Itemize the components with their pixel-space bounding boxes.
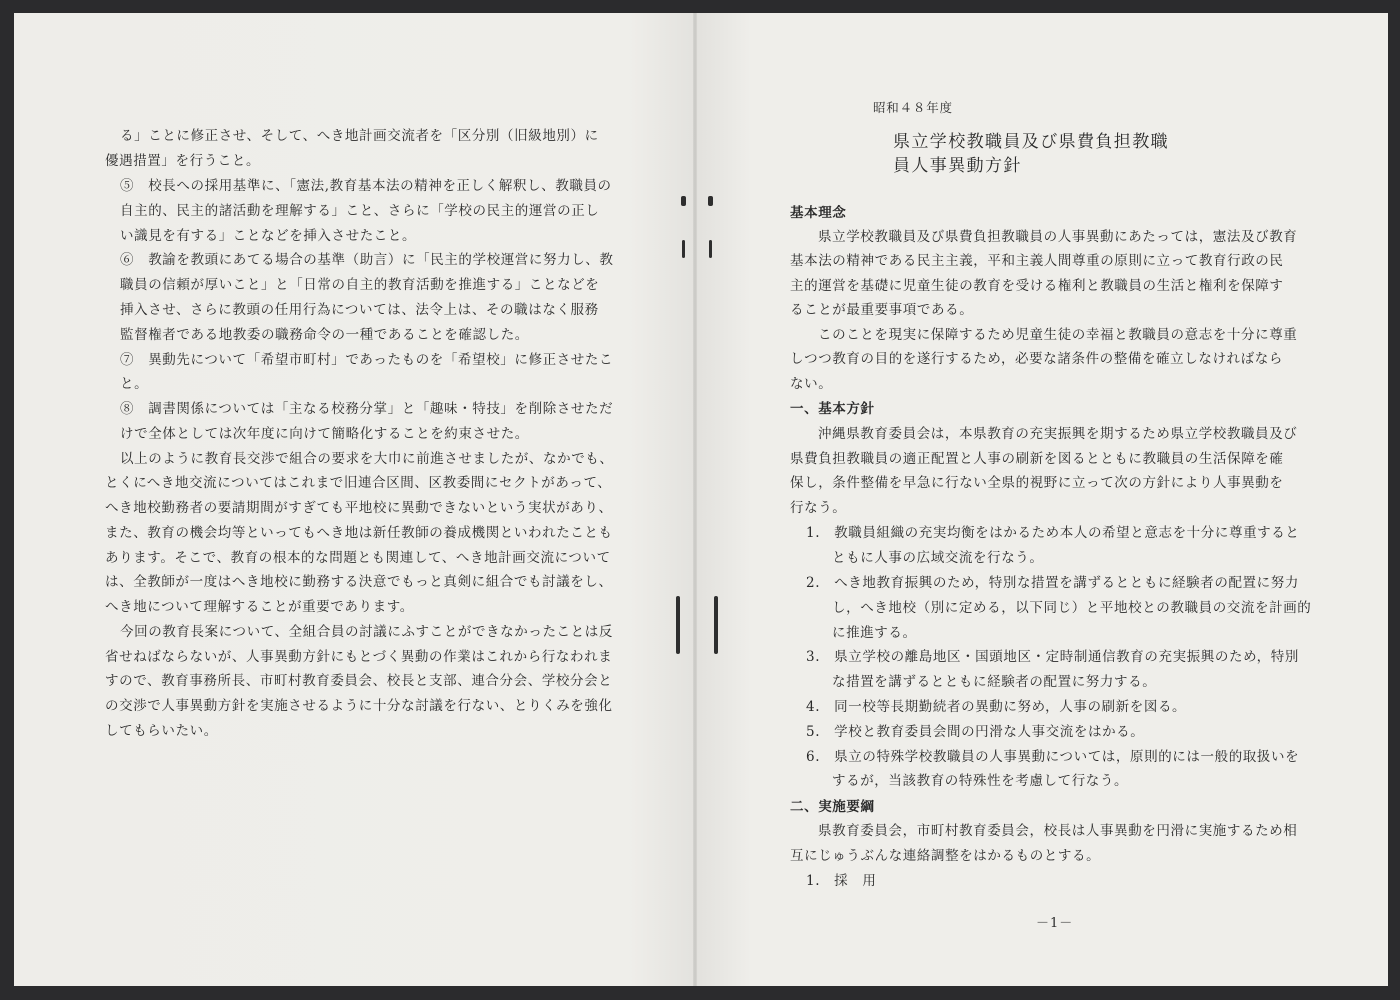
- text-line: 主的運営を基礎に児童生徒の教育を受ける権利と教職員の生活と権利を保障す: [790, 278, 1284, 294]
- text-line: あります。そこで、教育の根本的な問題とも関連して、へき地計画交流について: [105, 550, 611, 566]
- bleed-through-text: [280, 104, 443, 123]
- list-item: 3. 県立学校の離島地区・国頭地区・定時制通信教育の充実振興のため，特別: [806, 649, 1299, 665]
- list-item: な措置を講ずるとともに経験者の配置に努力する。: [832, 674, 1157, 690]
- list-item: ともに人事の広域交流を行なう。: [832, 550, 1044, 566]
- text-line: 自主的、民主的諸活動を理解する」こと、さらに「学校の民主的運営の正し: [120, 203, 600, 219]
- text-line: とくにへき地交流についてはこれまで旧連合区間、区教委間にセクトがあって、: [105, 475, 612, 491]
- text-line: 行なう。: [790, 500, 847, 516]
- text-line: ⑧ 調書関係については「主なる校務分掌」と「趣味・特技」を削除させただ: [120, 401, 614, 417]
- text-line: へき地について理解することが重要であります。: [105, 599, 414, 615]
- text-line: と。: [120, 376, 149, 392]
- text-line: 互にじゅうぶんな連絡調整をはかるものとする。: [790, 848, 1101, 864]
- text-line: 監督権者である地教委の職務命令の一種であることを確認した。: [120, 327, 529, 343]
- text-line: 県教育委員会，市町村教育委員会，校長は人事異動を円滑に実施するため相: [818, 823, 1298, 839]
- text-line: すので、教育事務所長、市町村教育委員会、校長と支部、連合分会、学校分会と: [105, 673, 613, 689]
- text-line: 省せねばならないが、人事異動方針にもとづく異動の作業はこれから行なわれま: [105, 649, 613, 665]
- list-item: 5. 学校と教育委員会間の円滑な人事交流をはかる。: [806, 724, 1145, 740]
- staple-mark: [708, 196, 713, 206]
- text-line: ない。: [790, 376, 833, 392]
- text-line: 優遇措置」を行うこと。: [105, 153, 261, 169]
- text-line: このことを現実に保障するため児童生徒の幸福と教職員の意志を十分に尊重: [818, 327, 1298, 343]
- document-year: 昭和４８年度: [873, 100, 953, 115]
- text-line: 県費負担教職員の適正配置と人事の刷新を図るとともに教職員の生活保障を確: [790, 451, 1284, 467]
- binding-gutter: [693, 13, 697, 986]
- page-number: －1－: [1036, 916, 1074, 931]
- sub-item: 1. 採 用: [806, 873, 877, 889]
- list-item: し，へき地校（別に定める，以下同じ）と平地校との教職員の交流を計画的: [832, 600, 1312, 616]
- text-line: 基本法の精神である民主主義，平和主義人間尊重の原則に立って教育行政の民: [790, 253, 1284, 269]
- staple-mark: [709, 240, 712, 258]
- text-line: してもらいたい。: [105, 723, 218, 739]
- text-line: ⑦ 異動先について「希望市町村」であったものを「希望校」に修正させたこ: [120, 352, 614, 368]
- text-line: い識見を有する」ことなどを挿入させたこと。: [120, 228, 417, 244]
- text-line: 職員の信頼が厚いこと」と「日常の自主的教育活動を推進する」ことなどを: [120, 277, 600, 293]
- text-line: る」ことに修正させ、そして、へき地計画交流者を「区分別（旧級地別）に: [120, 128, 599, 144]
- list-item: 4. 同一校等長期勤続者の異動に努め，人事の刷新を図る。: [806, 699, 1187, 715]
- staple-mark: [714, 596, 718, 654]
- text-line: 県立学校教職員及び県費負担教職員の人事異動にあたっては，憲法及び教育: [818, 229, 1298, 245]
- list-item: 2. へき地教育振興のため，特別な措置を講ずるとともに経験者の配置に努力: [806, 575, 1299, 591]
- text-line: ることが最重要事項である。: [790, 302, 974, 318]
- text-line: 沖縄県教育委員会は，本県教育の充実振興を期するため県立学校教職員及び: [818, 426, 1298, 442]
- document-title-line-1: 県立学校教職員及び県費負担教職: [893, 132, 1169, 152]
- list-item: するが，当該教育の特殊性を考慮して行なう。: [832, 773, 1129, 789]
- document-title-line-2: 員人事異動方針: [893, 156, 1022, 176]
- text-line: 以上のように教育長交渉で組合の要求を大巾に前進させましたが、なかでも、: [120, 451, 614, 467]
- text-line: ⑤ 校長への採用基準に、「憲法,教育基本法の精神を正しく解釈し、教職員の: [120, 178, 612, 194]
- staple-mark: [682, 240, 685, 258]
- text-line: 保し，条件整備を早急に行ない全県的視野に立って次の方針により人事異動を: [790, 475, 1284, 491]
- text-line: は、全教師が一度はへき地校に勤務する決意でもっと真剣に組合でも討議をし、: [105, 574, 613, 590]
- text-line: ⑥ 教諭を教頭にあてる場合の基準（助言）に「民主的学校運営に努力し、教: [120, 252, 614, 268]
- text-line: へき地校勤務者の要請期間がすぎても平地校に異動できないという実状があり、: [105, 500, 613, 516]
- text-line: けで全体としては次年度に向けて簡略化することを約束させた。: [120, 426, 529, 442]
- section-heading: 基本理念: [790, 205, 847, 221]
- list-item: 1. 教職員組織の充実均衡をはかるため本人の希望と意志を十分に尊重すると: [806, 525, 1300, 541]
- staple-mark: [681, 196, 686, 206]
- text-line: しつつ教育の目的を遂行するため，必要な諸条件の整備を確立しなければなら: [790, 351, 1283, 367]
- staple-mark: [676, 596, 680, 654]
- text-line: 今回の教育長案について、全組合員の討議にふすことができなかったことは反: [120, 624, 613, 640]
- text-line: 挿入させ、さらに教頭の任用行為については、法令上は、その職はなく服務: [120, 302, 599, 318]
- list-item: 6. 県立の特殊学校教職員の人事異動については，原則的には一般的取扱いを: [806, 749, 1300, 765]
- list-item: に推進する。: [832, 625, 917, 641]
- section-heading: 二、実施要綱: [790, 799, 875, 815]
- text-line: また、教育の機会均等といってもへき地は新任教師の養成機関といわれたことも: [105, 525, 613, 541]
- section-heading: 一、基本方針: [790, 401, 875, 417]
- text-line: の交渉で人事異動方針を実施させるように十分な討議を行ない、とりくみを強化: [105, 698, 613, 714]
